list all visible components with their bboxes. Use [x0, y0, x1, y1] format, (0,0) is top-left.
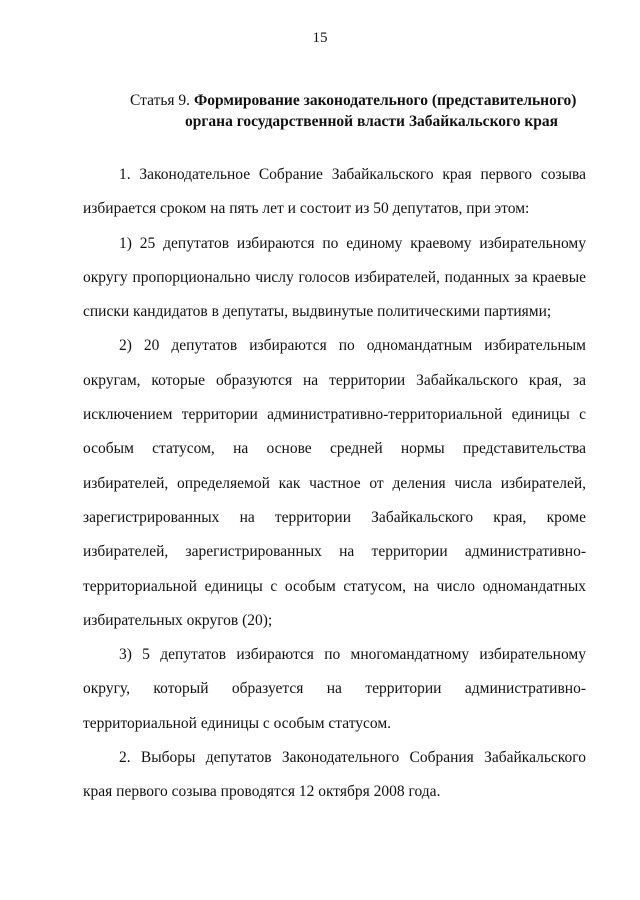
paragraph-item-3: 3) 5 депутатов избираются по многомандатному избирательному округу, который образуется на территории административно-территориальной единицы с особым статусом. — [83, 646, 586, 732]
article-title-line-2: органа государственной власти Забайкальского края — [185, 113, 559, 130]
paragraph-2: 2. Выборы депутатов Законодательного Собрания Забайкальского края первого созыва проводятся 12 октября 2008 года. — [83, 749, 586, 801]
paragraph-item-1: 1) 25 депутатов избираются по единому краевому избирательному округу пропорционально числу голосов избирателей, поданных за краевые списки кандидатов в депутаты, выдвинутые политическими партиями; — [83, 234, 586, 321]
article-label: Статья 9. — [130, 92, 191, 109]
page-number: 15 — [312, 30, 328, 46]
paragraph-1: 1. Законодательное Собрание Забайкальского края первого созыва избирается сроком на пять лет и состоит из 50 депутатов, при этом: — [83, 166, 586, 218]
article-heading — [130, 90, 580, 132]
article-title-line-1: Формирование законодательного (представительного) — [193, 92, 577, 109]
paragraph-item-2: 2) 20 депутатов избираются по одномандатным избирательным округам, которые образуются на территории Забайкальского края, за исключением территории административно-территориальной единицы с особым статусом, на основе средней нормы представительства избирателей, определяемой как частное от деления числа избирателей, зарегистрированных на территории Забайкальского края, кроме избирателей, зарегистрированных на территории административно-территориальной единицы с особым статусом, на число одномандатных избирательных округов (20); — [83, 337, 586, 629]
article-body — [83, 158, 586, 810]
